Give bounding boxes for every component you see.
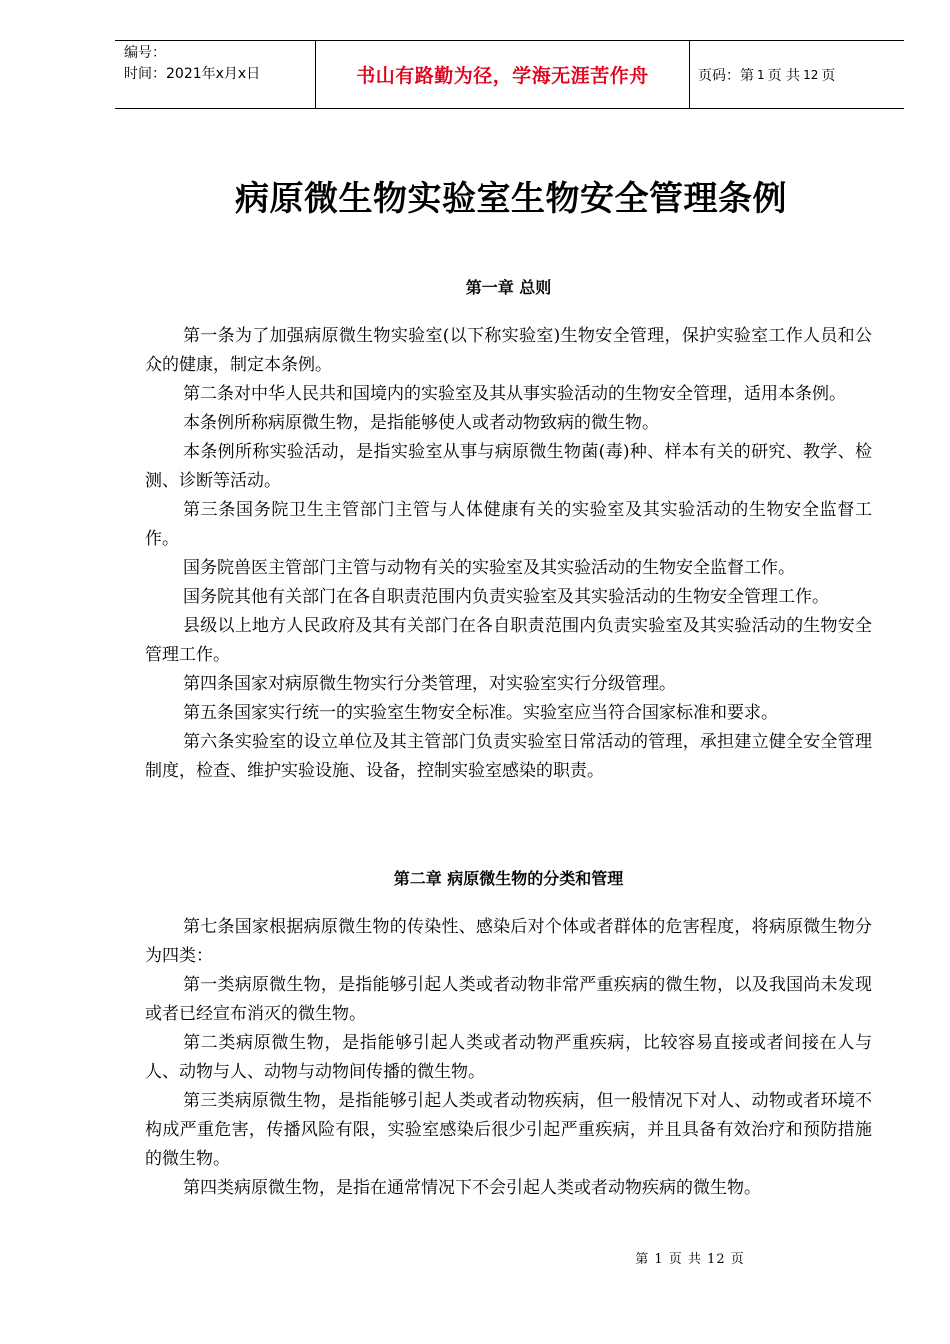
- paragraph: 第三类病原微生物，是指能够引起人类或者动物疾病，但一般情况下对人、动物或者环境不构成严重危害，传播风险有限，实验室感染后很少引起严重疾病，并且具备有效治疗和预防措施的微生物。: [145, 1091, 872, 1169]
- paragraph: 第五条国家实行统一的实验室生物安全标准。实验室应当符合国家标准和要求。: [183, 703, 778, 723]
- header-meta-cell: [115, 41, 316, 108]
- chapter-1-heading: 第一章 总则: [465, 278, 552, 297]
- paragraph: 第一条为了加强病原微生物实验室(以下称实验室)生物安全管理，保护实验室工作人员和公众的健康，制定本条例。: [145, 326, 872, 375]
- document-title: 病原微生物实验室生物安全管理条例: [235, 179, 787, 219]
- paragraph: 第一类病原微生物，是指能够引起人类或者动物非常严重疾病的微生物，以及我国尚未发现或者已经宣布消灭的微生物。: [145, 975, 872, 1024]
- header-page-cell: [690, 41, 904, 108]
- page-mid: 页 共: [767, 67, 801, 84]
- header-motto-cell: [316, 41, 690, 108]
- document-number-label: 编号：: [124, 45, 166, 61]
- page-header: [115, 40, 904, 109]
- page-total: 12: [803, 67, 819, 82]
- paragraph: 第七条国家根据病原微生物的传染性、感染后对个体或者群体的危害程度，将病原微生物分为四类：: [145, 917, 872, 966]
- chapter-2-body: [145, 913, 872, 1203]
- chapter-1-body: [145, 322, 872, 786]
- page-suffix: 页: [821, 67, 836, 84]
- paragraph: 第四条国家对病原微生物实行分类管理，对实验室实行分级管理。: [183, 674, 676, 694]
- paragraph: 国务院其他有关部门在各自职责范围内负责实验室及其实验活动的生物安全管理工作。: [183, 587, 829, 607]
- paragraph: 本条例所称病原微生物，是指能够使人或者动物致病的微生物。: [183, 413, 659, 433]
- paragraph: 第六条实验室的设立单位及其主管部门负责实验室日常活动的管理，承担建立健全安全管理制度，检查、维护实验设施、设备，控制实验室感染的职责。: [145, 732, 872, 781]
- page-current: 1: [757, 67, 765, 82]
- paragraph: 第四类病原微生物，是指在通常情况下不会引起人类或者动物疾病的微生物。: [183, 1178, 761, 1198]
- paragraph: 第三条国务院卫生主管部门主管与人体健康有关的实验室及其实验活动的生物安全监督工作。: [145, 500, 872, 549]
- document-time-label: 时间：2021年x月x日: [124, 66, 261, 82]
- paragraph: 县级以上地方人民政府及其有关部门在各自职责范围内负责实验室及其实验活动的生物安全管理工作。: [145, 616, 872, 665]
- paragraph: 第二条对中华人民共和国境内的实验室及其从事实验活动的生物安全管理，适用本条例。: [183, 384, 846, 404]
- chapter-2-heading: 第二章 病原微生物的分类和管理: [393, 869, 624, 888]
- page-footer: 第 1 页 共 12 页: [635, 1252, 745, 1267]
- paragraph: 本条例所称实验活动，是指实验室从事与病原微生物菌(毒)种、样本有关的研究、教学、检测、诊断等活动。: [145, 442, 872, 491]
- header-motto: 书山有路勤为径，学海无涯苦作舟: [356, 65, 649, 87]
- page-prefix: 页码：第: [698, 67, 754, 84]
- paragraph: 第二类病原微生物，是指能够引起人类或者动物严重疾病，比较容易直接或者间接在人与人、动物与人、动物与动物间传播的微生物。: [145, 1033, 872, 1082]
- paragraph: 国务院兽医主管部门主管与动物有关的实验室及其实验活动的生物安全监督工作。: [183, 558, 795, 578]
